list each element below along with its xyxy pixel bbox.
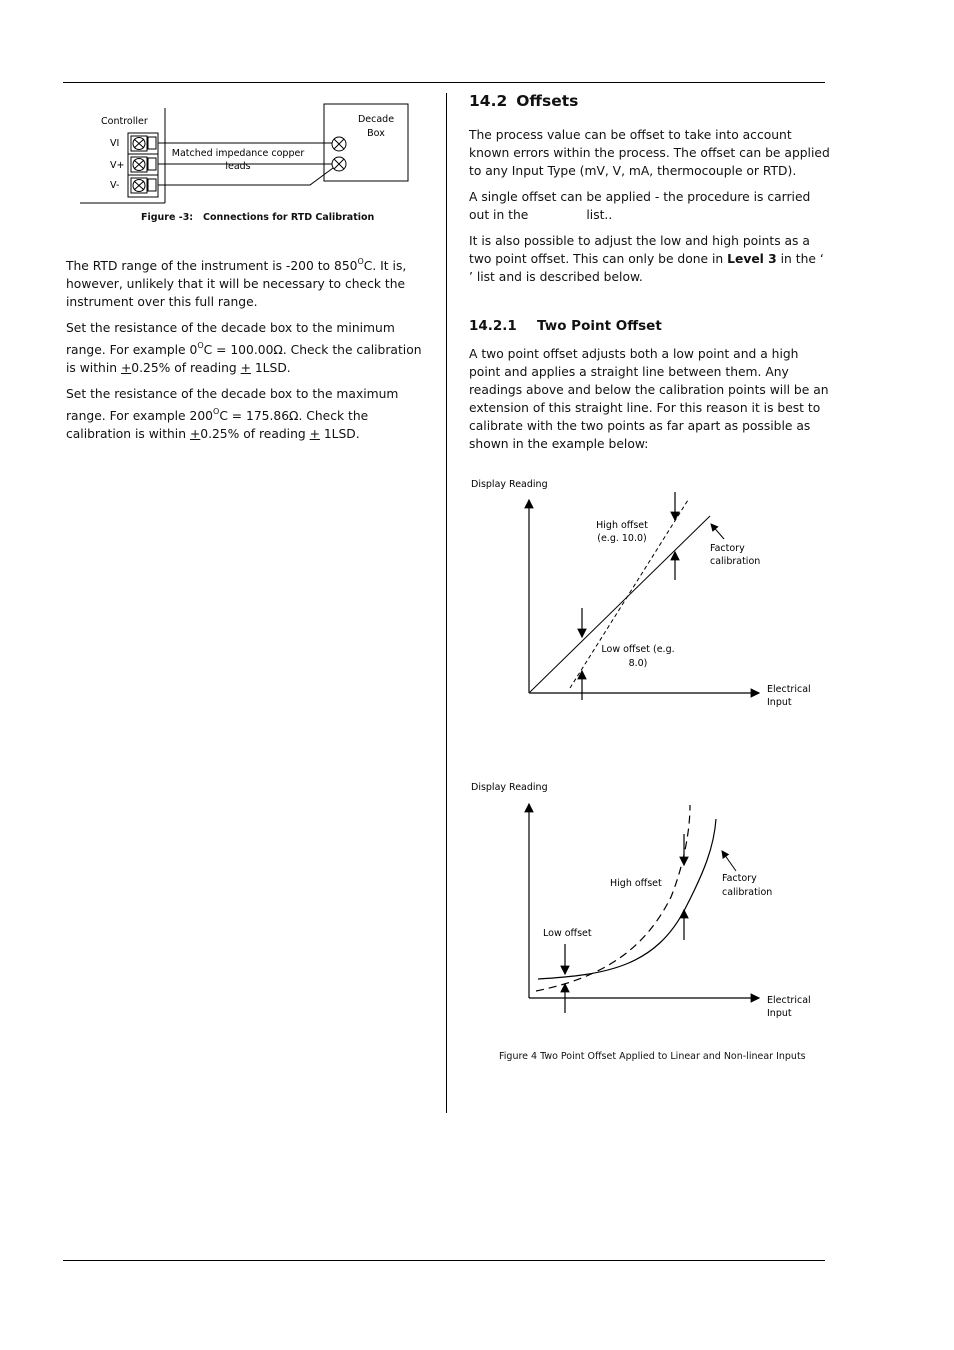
y-axis-label: Display Reading [471,479,548,490]
right-column-text [469,126,831,294]
high-offset-label-line1: High offset [596,520,648,531]
x-axis-label-line1: Electrical [767,995,811,1006]
leads-label-line2: leads [225,161,251,172]
left-column-text [66,253,426,451]
low-offset-label: Low offset [543,928,592,939]
controller-label: Controller [101,116,148,127]
terminal-block [128,133,158,197]
two-point-intro-paragraph: It is also possible to adjust the low and high points as a two point offset. This can only be done in Level 3 in the ‘ ’ list and is described below. [469,234,824,284]
figure4-caption: Figure 4 Two Point Offset Applied to Linear and Non-linear Inputs [499,1051,806,1062]
factory-pointer-arrow [711,524,724,539]
low-offset-label-line2: 8.0) [628,658,648,669]
decade-box-label-line1: Decade [357,114,395,125]
terminal-vi-label: VI [110,138,120,149]
two-point-offset-paragraph: A two point offset adjusts both a low point and a high point and applies a straight line between them. Any readings above and below the calibration points will be an extension of this straight line. For this reason it is best to calibrate with the two points as far apart as possible as shown in the example below: [469,347,829,451]
decade-box-label-line2: Box [367,128,385,139]
column-divider [446,93,447,1113]
rtd-range-paragraph: The RTD range of the instrument is -200 to $850^OC$. It is, however, unlikely that it will be necessary to check the instrument over this full range. [66,257,407,309]
rtd-connection-diagram [78,100,418,208]
subsection-heading-two-point-offset: 14.2.1 Two Point Offset [469,318,662,334]
low-offset-label-line1: Low offset (e.g. [601,644,675,655]
x-axis-label-line2: Input [767,1008,792,1019]
leads-label-line1: Matched impedance copper [171,148,305,159]
minimum-range-paragraph: Set the resistance of the decade box to the minimum range. For example $0^OC = 100.00\Omega$. Check the calibration is within +0.25% of reading + 1LSD. [66,321,422,375]
linear-offset-diagram [466,474,816,714]
section-heading-offsets: 14.2 Offsets [469,92,579,110]
maximum-range-paragraph: Set the resistance of the decade box to the maximum range. For example $200^OC = 175.86\Omega$. Check the calibration is within +0.25% of reading + 1LSD. [66,387,399,441]
two-point-offset-text [469,345,831,461]
offset-curve [536,805,690,991]
single-offset-paragraph: A single offset can be applied - the procedure is carried out in the list.. [469,190,811,222]
factory-label-line1: Factory [710,543,745,554]
high-offset-label-line2: (e.g. 10.0) [597,533,647,544]
offset-intro-paragraph: The process value can be offset to take into account known errors within the process. The offset can be applied to any Input Type (mV, V, mA, thermocouple or RTD). [469,128,830,178]
y-axis-label: Display Reading [471,782,548,793]
factory-label-line2: calibration [722,887,773,898]
header-rule [63,82,825,83]
terminal-vminus-label: V- [110,180,120,191]
footer-rule [63,1260,825,1261]
x-axis-label-line1: Electrical [767,684,811,695]
factory-pointer-arrow [722,851,736,871]
terminal-vplus-label: V+ [110,160,125,171]
figure3-caption: Figure -3: Connections for RTD Calibration [141,212,375,223]
factory-label-line2: calibration [710,556,761,567]
x-axis-label-line2: Input [767,697,792,708]
factory-label-line1: Factory [722,873,757,884]
nonlinear-offset-diagram [466,777,816,1027]
decade-box-terminals [332,137,346,171]
high-offset-label: High offset [610,878,662,889]
